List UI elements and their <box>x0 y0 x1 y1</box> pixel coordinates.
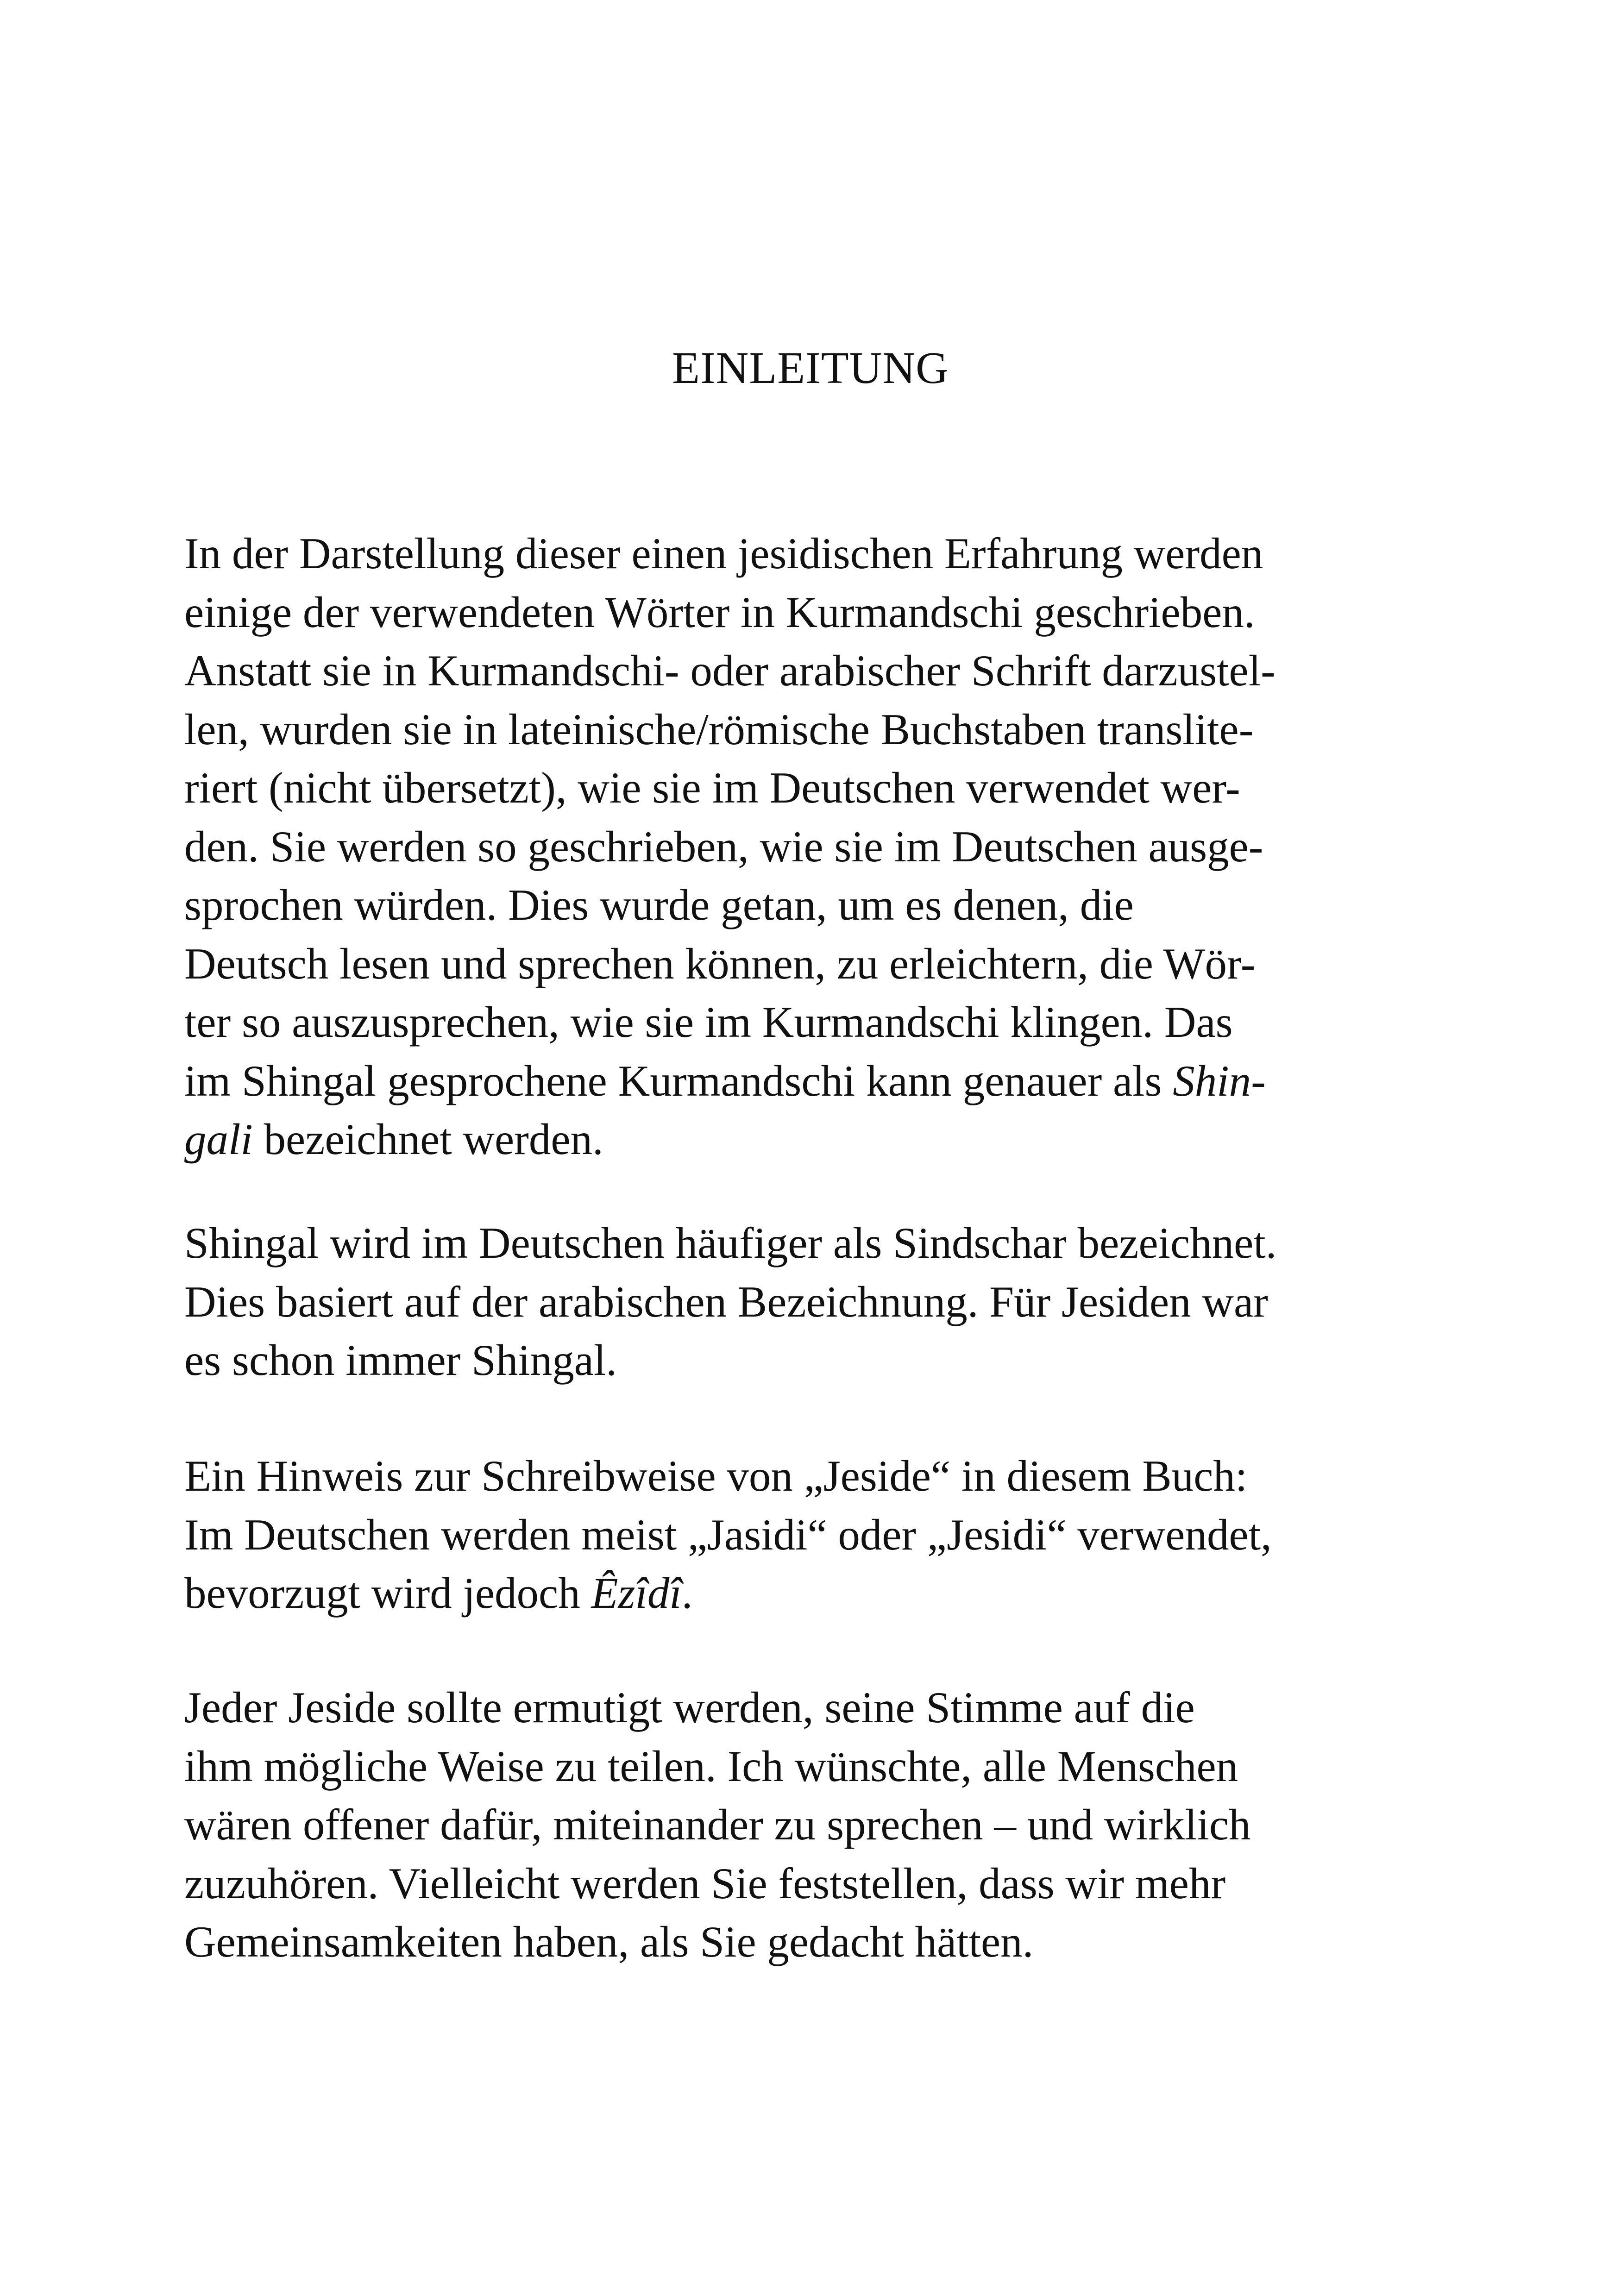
text-line: len, wurden sie in lateinische/römische Buchstaben translite- <box>184 704 1254 754</box>
text-line: Jeder Jeside sollte ermutigt werden, seine Stimme auf die <box>184 1683 1195 1732</box>
text-line: ter so auszusprechen, wie sie im Kurmandschi klingen. Das <box>184 997 1233 1047</box>
text-line: Shingal wird im Deutschen häufiger als Sindschar bezeichnet. <box>184 1218 1277 1267</box>
text-line: zuzuhören. Vielleicht werden Sie feststellen, dass wir mehr <box>184 1858 1226 1908</box>
text-line: es schon immer Shingal. <box>184 1336 617 1385</box>
chapter-heading: EINLEITUNG <box>672 343 949 393</box>
text-line: sprochen würden. Dies wurde getan, um es denen, die <box>184 880 1134 929</box>
text-line <box>184 1564 1272 1623</box>
italic-term: gali <box>184 1115 253 1164</box>
text-line: einige der verwendeten Wörter in Kurmandschi geschrieben. <box>184 587 1255 637</box>
text-line: Dies basiert auf der arabischen Bezeichnung. Für Jesiden war <box>184 1277 1268 1326</box>
italic-term: Êzîdî <box>591 1568 682 1618</box>
italic-term: Shin- <box>1173 1056 1266 1105</box>
text-line <box>184 1110 1275 1169</box>
text-line: Gemeinsamkeiten haben, als Sie gedacht hätten. <box>184 1917 1034 1966</box>
text-line: Im Deutschen werden meist „Jasidi“ oder „Jesidi“ verwendet, <box>184 1510 1272 1559</box>
text-line: Deutsch lesen und sprechen können, zu erleichtern, die Wör- <box>184 939 1256 988</box>
text-run: bevorzugt wird jedoch <box>184 1568 591 1618</box>
text-line: In der Darstellung dieser einen jesidischen Erfahrung werden <box>184 529 1263 578</box>
paragraph-3 <box>184 1447 1272 1623</box>
text-run: bezeichnet werden. <box>252 1115 603 1164</box>
text-line: wären offener dafür, miteinander zu sprechen – und wirklich <box>184 1800 1251 1849</box>
text-run: . <box>681 1568 693 1618</box>
text-line: riert (nicht übersetzt), wie sie im Deutschen verwendet wer- <box>184 763 1240 812</box>
text-line: Anstatt sie in Kurmandschi- oder arabischer Schrift darzustel- <box>184 646 1275 695</box>
paragraph-4 <box>184 1678 1251 1971</box>
paragraph-1 <box>184 524 1275 1169</box>
text-line: Ein Hinweis zur Schreibweise von „Jeside“ in diesem Buch: <box>184 1451 1248 1500</box>
text-line: ihm mögliche Weise zu teilen. Ich wünschte, alle Menschen <box>184 1741 1238 1791</box>
paragraph-2 <box>184 1214 1277 1390</box>
text-line: den. Sie werden so geschrieben, wie sie im Deutschen ausge- <box>184 822 1263 871</box>
text-run: im Shingal gesprochene Kurmandschi kann genauer als <box>184 1056 1173 1105</box>
text-line <box>184 1052 1275 1110</box>
